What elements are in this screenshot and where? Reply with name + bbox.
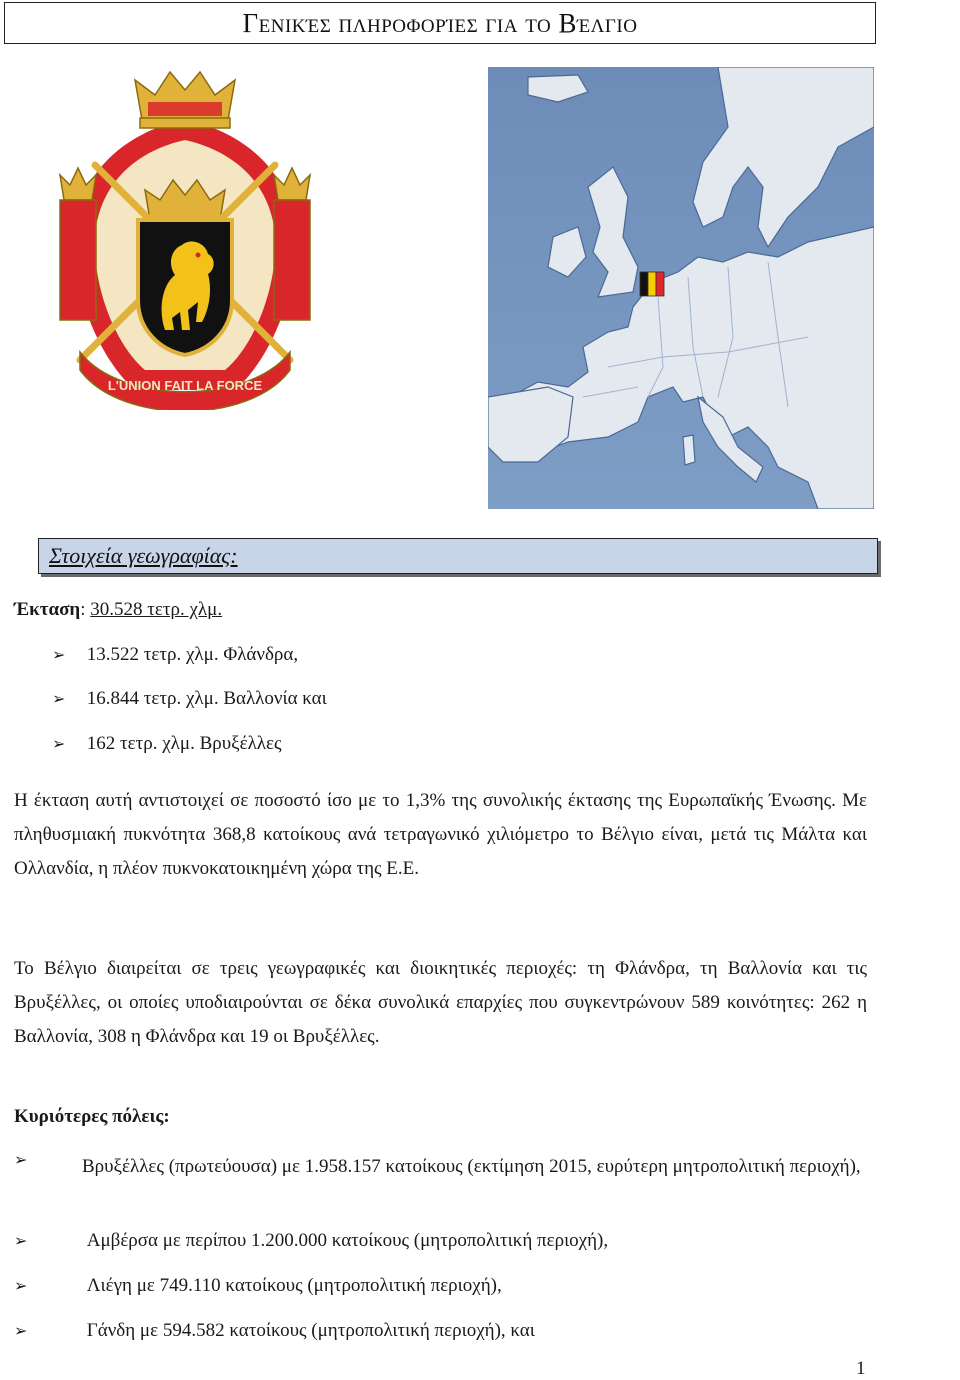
city-item xyxy=(14,1320,535,1342)
city-text: Λιέγη με 749.110 κατοίκους (μητροπολιτική περιοχή), xyxy=(86,1275,502,1296)
area-item-text: 13.522 τετρ. χλμ. Φλάνδρα, xyxy=(86,644,299,665)
page-title: Γενικές πληροφορίες για το Βέλγιο xyxy=(242,7,638,38)
area-item xyxy=(52,644,298,666)
arrow-bullet-icon: ➢ xyxy=(14,1278,28,1295)
city-item xyxy=(14,1230,608,1252)
city-item xyxy=(14,1275,502,1297)
page-number: 1 xyxy=(856,1358,866,1379)
area-item xyxy=(52,733,282,755)
arrow-bullet-icon: ➢ xyxy=(52,736,66,753)
europe-map xyxy=(488,67,874,509)
area-item-text: 162 τετρ. χλμ. Βρυξέλλες xyxy=(86,733,282,754)
arrow-bullet-icon: ➢ xyxy=(52,647,66,664)
arrow-bullet-icon: ➢ xyxy=(14,1233,28,1250)
arrow-bullet-icon: ➢ xyxy=(52,691,66,708)
city-text: Βρυξέλλες (πρωτεύουσα) με 1.958.157 κατοίκους (εκτίμηση 2015, ευρύτερη μητροπολιτική περιοχή), xyxy=(82,1156,861,1177)
city-item xyxy=(14,1150,960,1184)
city-text: Γάνδη με 594.582 κατοίκους (μητροπολιτική περιοχή), και xyxy=(86,1320,535,1341)
area-item-text: 16.844 τετρ. χλμ. Βαλλονία και xyxy=(86,688,327,709)
belgian-coat-of-arms xyxy=(40,60,330,410)
cities-heading: Κυριότερες πόλεις: xyxy=(14,1106,170,1127)
crest-motto: L'UNION FAIT LA FORCE xyxy=(107,378,263,393)
area-value: 30.528 τετρ. χλμ. xyxy=(90,599,223,620)
paragraph-administrative-division: Το Βέλγιο διαιρείται σε τρεις γεωγραφικές και διοικητικές περιοχές: τη Φλάνδρα, τη Βαλλονία και τις Βρυξέλλες, οι οποίες υποδιαιρούνται σε δέκα συνολικά επαρχίες που συγκεντρώνουν 589 κοινότητες: 262 η Βαλλονία, 308 η Φλάνδρα και 19 οι Βρυξέλλες. xyxy=(14,958,867,1047)
page-title-box xyxy=(4,2,876,44)
area-line: Έκταση: 30.528 τετρ. χλμ. xyxy=(14,599,223,620)
city-text: Αμβέρσα με περίπου 1.200.000 κατοίκους (μητροπολιτική περιοχή), xyxy=(86,1230,609,1251)
arrow-bullet-icon: ➢ xyxy=(14,1323,28,1340)
area-item xyxy=(52,688,327,710)
section-geography-heading xyxy=(38,538,878,574)
area-label: Έκταση xyxy=(14,599,81,620)
arrow-bullet-icon: ➢ xyxy=(14,1152,28,1169)
section-geography-label: Στοιχεία γεωγραφίας: xyxy=(49,543,238,568)
paragraph-area-density: Η έκταση αυτή αντιστοιχεί σε ποσοστό ίσο με το 1,3% της συνολικής έκτασης της Ευρωπαϊκής Ένωσης. Με πληθυσμιακή πυκνότητα 368,8 κατοίκους ανά τετραγωνικό χιλιόμετρο το Βέλγιο είναι, μετά τις Μάλτα και Ολλανδία, η πλέον πυκνοκατοικημένη χώρα της Ε.Ε. xyxy=(14,790,867,879)
